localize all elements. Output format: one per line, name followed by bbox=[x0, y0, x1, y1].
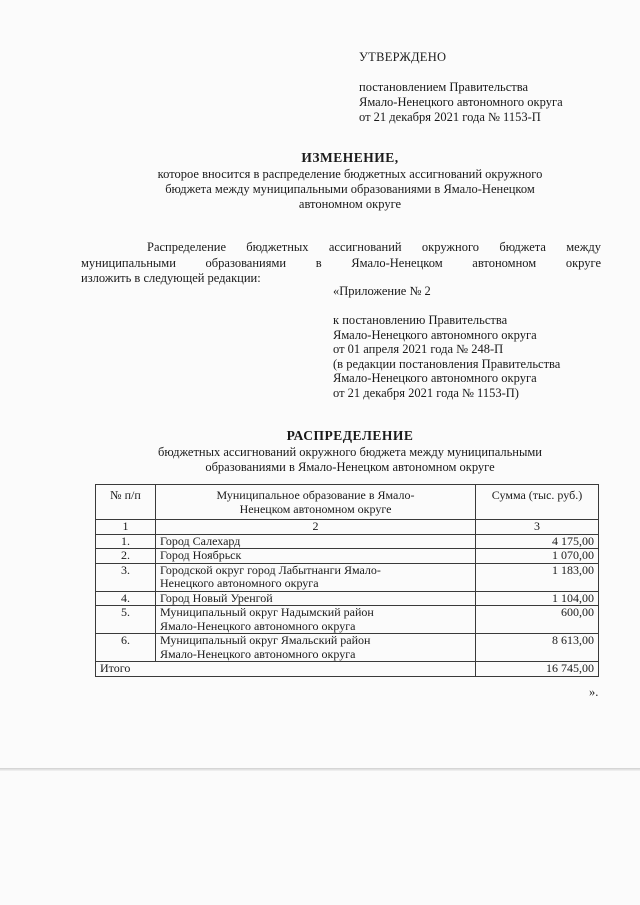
column-number-row bbox=[96, 520, 599, 535]
word: бюджета bbox=[499, 240, 546, 254]
row-name: Город Салехард bbox=[156, 534, 476, 549]
row-name bbox=[156, 634, 476, 662]
approval-line: постановлением Правительства bbox=[359, 80, 529, 94]
change-subtitle-line: которое вносится в распределение бюджетных ассигнований окружного bbox=[157, 167, 543, 181]
approval-line: от 21 декабря 2021 года № 1153-П bbox=[359, 110, 541, 124]
row-name: Город Новый Уренгой bbox=[156, 591, 476, 606]
word: образованиями bbox=[205, 255, 287, 270]
word: автономном bbox=[472, 255, 537, 270]
header-name-line: Муниципальное образование в Ямало- bbox=[216, 488, 415, 502]
appendix-line: от 21 декабря 2021 года № 1153-П) bbox=[333, 385, 519, 400]
row-name bbox=[156, 563, 476, 591]
word: в bbox=[315, 255, 322, 270]
header-num: № п/п bbox=[96, 485, 156, 520]
appendix-line: Ямало-Ненецкого автономного округа bbox=[333, 327, 537, 342]
approval-title: УТВЕРЖДЕНО bbox=[359, 50, 447, 64]
body-paragraph bbox=[81, 240, 601, 287]
row-name-line: Ямало-Ненецкого автономного округа bbox=[160, 646, 356, 661]
distribution-title: РАСПРЕДЕЛЕНИЕ bbox=[286, 428, 414, 443]
closing-quote: ». bbox=[589, 685, 599, 699]
table-total-row bbox=[96, 662, 599, 677]
row-name bbox=[156, 606, 476, 634]
total-sum: 16 745,00 bbox=[476, 662, 599, 677]
row-sum: 1 183,00 bbox=[476, 563, 599, 591]
approval-block bbox=[359, 80, 563, 125]
paragraph-line bbox=[107, 240, 601, 256]
col-number: 1 bbox=[96, 520, 156, 535]
distribution-subtitle-line: образованиями в Ямало-Ненецком автономном округе bbox=[205, 460, 495, 474]
table-row bbox=[96, 534, 599, 549]
table-row bbox=[96, 634, 599, 662]
word: окружного bbox=[421, 240, 480, 254]
row-num: 6. bbox=[96, 634, 156, 662]
row-sum: 1 104,00 bbox=[476, 591, 599, 606]
appendix-line: к постановлению Правительства bbox=[333, 313, 508, 327]
table-header-row bbox=[96, 485, 599, 520]
row-name-line: Ненецкого автономного округа bbox=[160, 576, 319, 590]
header-sum: Сумма (тыс. руб.) bbox=[476, 485, 599, 520]
word: Ямало-Ненецком bbox=[351, 255, 443, 270]
distribution-subtitle bbox=[60, 445, 640, 475]
row-sum: 4 175,00 bbox=[476, 534, 599, 549]
row-num: 1. bbox=[96, 534, 156, 549]
row-num: 2. bbox=[96, 549, 156, 564]
table-row bbox=[96, 563, 599, 591]
header-name-line: Ненецком автономном округе bbox=[239, 501, 392, 516]
row-num: 5. bbox=[96, 606, 156, 634]
appendix-line: Ямало-Ненецкого автономного округа bbox=[333, 371, 537, 386]
appendix-line: от 01 апреля 2021 года № 248-П bbox=[333, 342, 504, 357]
change-title: ИЗМЕНЕНИЕ, bbox=[301, 150, 399, 165]
row-name-line: Муниципальный округ Надымский район bbox=[160, 605, 374, 619]
word: округе bbox=[565, 255, 601, 270]
change-subtitle bbox=[60, 167, 640, 212]
change-subtitle-line: автономном округе bbox=[298, 197, 402, 211]
row-sum: 600,00 bbox=[476, 606, 599, 634]
row-num: 3. bbox=[96, 563, 156, 591]
distribution-subtitle-line: бюджетных ассигнований окружного бюджета между муниципальными bbox=[158, 445, 542, 459]
table-row bbox=[96, 591, 599, 606]
distribution-table bbox=[95, 484, 599, 677]
table-row bbox=[96, 606, 599, 634]
word: ассигнований bbox=[328, 240, 402, 254]
appendix-block bbox=[333, 313, 560, 401]
word: бюджетных bbox=[246, 240, 309, 254]
paragraph-line bbox=[81, 256, 601, 272]
change-subtitle-line: бюджета между муниципальными образованиями в Ямало-Ненецком bbox=[165, 182, 535, 196]
row-name-line: Ямало-Ненецкого автономного округа bbox=[160, 618, 356, 633]
approval-line: Ямало-Ненецкого автономного округа bbox=[359, 95, 563, 109]
col-number: 2 bbox=[156, 520, 476, 535]
appendix-line: (в редакции постановления Правительства bbox=[333, 356, 561, 371]
row-sum: 1 070,00 bbox=[476, 549, 599, 564]
appendix-title: «Приложение № 2 bbox=[333, 284, 431, 298]
row-num: 4. bbox=[96, 591, 156, 606]
row-name: Город Ноябрьск bbox=[156, 549, 476, 564]
row-name-line: Муниципальный округ Ямальский район bbox=[160, 633, 371, 647]
row-name-line: Городской округ город Лабытнанги Ямало- bbox=[160, 562, 381, 577]
row-sum: 8 613,00 bbox=[476, 634, 599, 662]
table-row bbox=[96, 549, 599, 564]
scan-edge bbox=[0, 768, 640, 771]
header-name bbox=[156, 485, 476, 520]
word: муниципальными bbox=[81, 255, 176, 270]
paragraph-line: изложить в следующей редакции: bbox=[81, 271, 261, 285]
word: Распределение bbox=[147, 240, 226, 254]
total-label: Итого bbox=[96, 662, 476, 677]
col-number: 3 bbox=[476, 520, 599, 535]
word: между bbox=[566, 240, 601, 254]
